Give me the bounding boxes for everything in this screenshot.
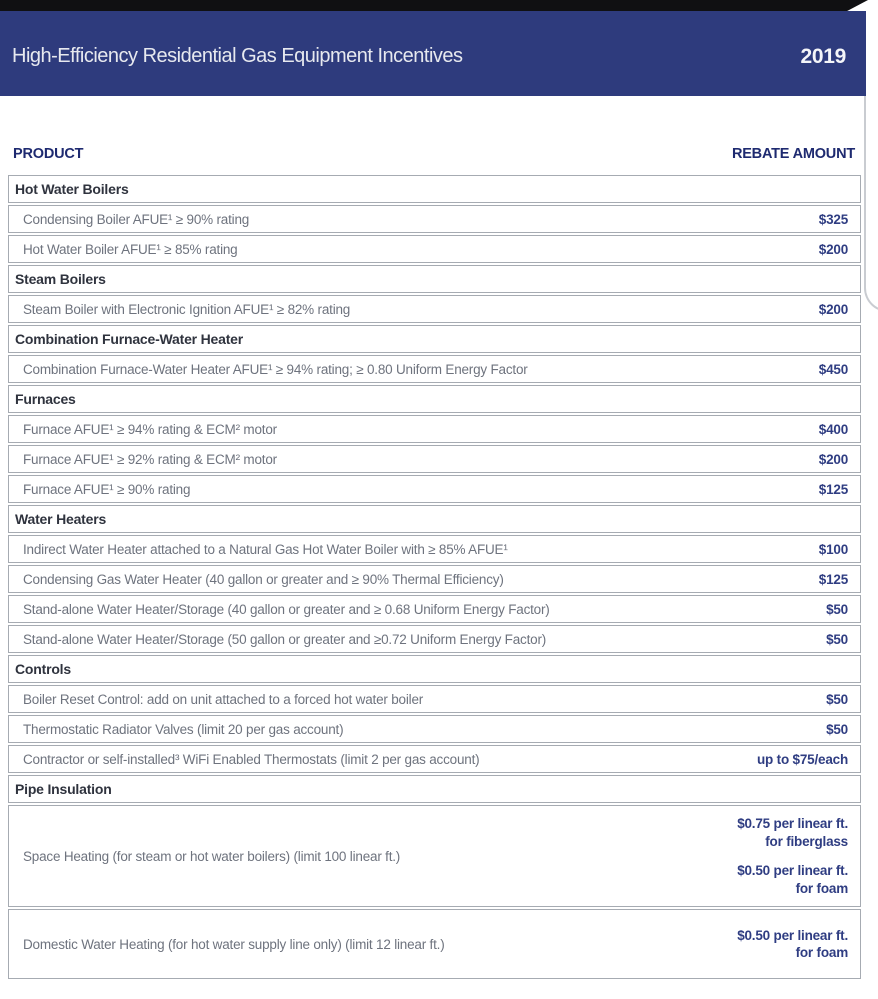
main-content xyxy=(8,146,861,979)
section-header-row xyxy=(8,385,861,413)
table-row xyxy=(8,295,861,323)
top-black-bar xyxy=(0,0,868,11)
rebate-amount: $0.75 per linear ft. xyxy=(737,816,848,831)
product-label: Stand-alone Water Heater/Storage (50 gallon or greater and ≥0.72 Uniform Energy Factor) xyxy=(23,631,547,647)
overlay-rounded-corner xyxy=(864,96,878,312)
rebate-amount: $50 xyxy=(826,691,848,707)
table-row xyxy=(8,909,861,979)
rebate-note: for fiberglass xyxy=(765,833,848,849)
table-row xyxy=(8,235,861,263)
product-label: Contractor or self-installed³ WiFi Enabled Thermostats (limit 2 per gas account) xyxy=(23,751,480,767)
rebate-note: for foam xyxy=(795,945,848,961)
table-row xyxy=(8,565,861,593)
section-title: Water Heaters xyxy=(15,511,107,527)
table-column-headers xyxy=(8,146,861,162)
section-header-row xyxy=(8,775,861,803)
product-label: Condensing Boiler AFUE¹ ≥ 90% rating xyxy=(23,211,250,227)
table-row xyxy=(8,595,861,623)
table-row xyxy=(8,205,861,233)
table-row xyxy=(8,415,861,443)
rebate-block xyxy=(737,862,848,897)
product-label: Indirect Water Heater attached to a Natural Gas Hot Water Boiler with ≥ 85% AFUE¹ xyxy=(23,541,508,557)
product-label: Furnace AFUE¹ ≥ 92% rating & ECM² motor xyxy=(23,451,277,467)
rebate-amount: $0.50 per linear ft. xyxy=(737,927,848,943)
rebate-block xyxy=(737,815,848,850)
table-row xyxy=(8,745,861,773)
page-title: High-Efficiency Residential Gas Equipment Incentives xyxy=(12,45,463,67)
table-row xyxy=(8,355,861,383)
year-label: 2019 xyxy=(800,44,846,68)
product-label: Furnace AFUE¹ ≥ 90% rating xyxy=(23,481,191,497)
section-title: Furnaces xyxy=(15,391,76,407)
incentives-table xyxy=(8,175,861,979)
rebate-amount-group xyxy=(737,806,860,906)
section-header-row xyxy=(8,655,861,683)
product-label: Space Heating (for steam or hot water boilers) (limit 100 linear ft.) xyxy=(23,848,401,864)
rebate-amount: $125 xyxy=(818,571,848,587)
table-row xyxy=(8,445,861,473)
rebate-block xyxy=(737,927,848,962)
table-row xyxy=(8,475,861,503)
product-label: Hot Water Boiler AFUE¹ ≥ 85% rating xyxy=(23,241,238,257)
section-title: Combination Furnace-Water Heater xyxy=(15,331,244,347)
rebate-amount: $200 xyxy=(818,451,848,467)
rebate-amount: $100 xyxy=(818,541,848,557)
product-label: Furnace AFUE¹ ≥ 94% rating & ECM² motor xyxy=(23,421,277,437)
rebate-amount: $50 xyxy=(826,601,848,617)
section-title: Controls xyxy=(15,661,71,677)
product-label: Domestic Water Heating (for hot water supply line only) (limit 12 linear ft.) xyxy=(23,936,445,952)
rebate-amount: $125 xyxy=(818,481,848,497)
rebate-amount-group xyxy=(737,918,860,971)
table-row xyxy=(8,805,861,907)
rebate-note: for foam xyxy=(795,880,848,896)
table-row xyxy=(8,625,861,653)
rebate-amount: $0.50 per linear ft. xyxy=(737,863,848,879)
section-header-row xyxy=(8,505,861,533)
rebate-amount: $200 xyxy=(818,301,848,317)
column-header-product: PRODUCT xyxy=(13,146,84,162)
product-label: Steam Boiler with Electronic Ignition AFUE¹ ≥ 82% rating xyxy=(23,301,351,317)
rebate-amount: $325 xyxy=(818,211,848,227)
section-title: Steam Boilers xyxy=(15,271,106,287)
section-title: Pipe Insulation xyxy=(15,781,112,797)
rebate-amount: $50 xyxy=(826,721,848,737)
section-header-row xyxy=(8,175,861,203)
rebate-amount: up to $75/each xyxy=(757,751,848,767)
column-header-rebate: REBATE AMOUNT xyxy=(731,146,855,162)
table-row xyxy=(8,685,861,713)
product-label: Condensing Gas Water Heater (40 gallon or greater and ≥ 90% Thermal Efficiency) xyxy=(23,571,504,587)
product-label: Boiler Reset Control: add on unit attached to a forced hot water boiler xyxy=(23,691,424,707)
table-row xyxy=(8,715,861,743)
section-title: Hot Water Boilers xyxy=(15,181,129,197)
rebate-amount: $400 xyxy=(818,421,848,437)
rebate-amount: $200 xyxy=(818,241,848,257)
section-header-row xyxy=(8,265,861,293)
product-label: Combination Furnace-Water Heater AFUE¹ ≥ 94% rating; ≥ 0.80 Uniform Energy Factor xyxy=(23,361,528,377)
section-header-row xyxy=(8,325,861,353)
product-label: Stand-alone Water Heater/Storage (40 gallon or greater and ≥ 0.68 Uniform Energy Factor) xyxy=(23,601,550,617)
rebate-amount: $450 xyxy=(818,361,848,377)
header-banner xyxy=(0,11,866,96)
product-label: Thermostatic Radiator Valves (limit 20 per gas account) xyxy=(23,721,344,737)
rebate-amount: $50 xyxy=(826,631,848,647)
table-row xyxy=(8,535,861,563)
